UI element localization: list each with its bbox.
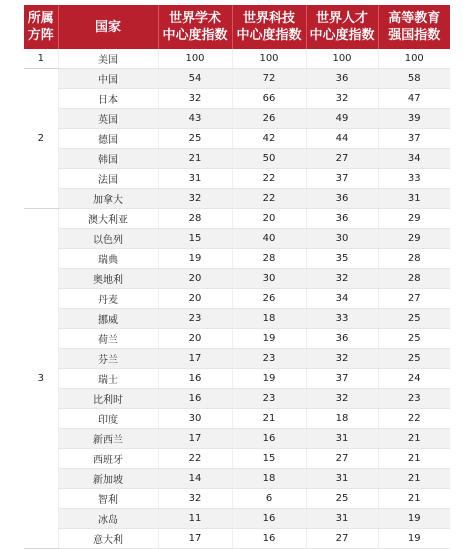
education-index-cell: 29 <box>378 229 450 249</box>
academic-index-cell: 32 <box>158 489 232 509</box>
tech-index-cell: 72 <box>232 69 306 89</box>
tech-index-cell: 20 <box>232 209 306 229</box>
talent-index-cell: 32 <box>306 269 378 289</box>
country-cell: 加拿大 <box>58 189 158 209</box>
academic-index-cell: 100 <box>158 49 232 69</box>
talent-index-cell: 44 <box>306 129 378 149</box>
country-cell: 澳大利亚 <box>58 209 158 229</box>
tech-index-cell: 16 <box>232 529 306 549</box>
tech-index-cell: 15 <box>232 449 306 469</box>
country-cell: 日本 <box>58 89 158 109</box>
talent-index-cell: 31 <box>306 469 378 489</box>
education-index-cell: 21 <box>378 429 450 449</box>
tech-index-cell: 18 <box>232 309 306 329</box>
education-index-cell: 29 <box>378 209 450 229</box>
table-row <box>24 289 450 309</box>
header-talent-index <box>306 5 378 49</box>
academic-index-cell: 54 <box>158 69 232 89</box>
education-index-cell: 33 <box>378 169 450 189</box>
academic-index-cell: 15 <box>158 229 232 249</box>
education-index-cell: 34 <box>378 149 450 169</box>
table-row <box>24 389 450 409</box>
education-index-cell: 25 <box>378 309 450 329</box>
talent-index-cell: 34 <box>306 289 378 309</box>
tech-index-cell: 19 <box>232 369 306 389</box>
header-academic-index <box>158 5 232 49</box>
country-cell: 比利时 <box>58 389 158 409</box>
table-row <box>24 349 450 369</box>
table-row <box>24 49 450 69</box>
talent-index-cell: 30 <box>306 229 378 249</box>
table-row <box>24 109 450 129</box>
header-academic-line2: 中心度指数 <box>162 28 228 43</box>
education-index-cell: 22 <box>378 409 450 429</box>
tech-index-cell: 21 <box>232 409 306 429</box>
tech-index-cell: 26 <box>232 289 306 309</box>
tech-index-cell: 66 <box>232 89 306 109</box>
country-cell: 中国 <box>58 69 158 89</box>
header-region-line2: 方阵 <box>27 28 54 43</box>
country-cell: 英国 <box>58 109 158 129</box>
talent-index-cell: 27 <box>306 449 378 469</box>
table-row <box>24 429 450 449</box>
table-row <box>24 469 450 489</box>
country-cell: 瑞典 <box>58 249 158 269</box>
region-group-cell: 2 <box>24 69 58 209</box>
country-cell: 法国 <box>58 169 158 189</box>
talent-index-cell: 18 <box>306 409 378 429</box>
education-index-cell: 31 <box>378 189 450 209</box>
tech-index-cell: 19 <box>232 329 306 349</box>
table-row <box>24 69 450 89</box>
academic-index-cell: 17 <box>158 529 232 549</box>
country-cell: 智利 <box>58 489 158 509</box>
header-region-line1: 所属 <box>27 11 54 26</box>
country-cell: 芬兰 <box>58 349 158 369</box>
education-index-cell: 37 <box>378 129 450 149</box>
education-index-cell: 58 <box>378 69 450 89</box>
region-group-cell: 1 <box>24 49 58 69</box>
academic-index-cell: 32 <box>158 89 232 109</box>
academic-index-cell: 17 <box>158 429 232 449</box>
talent-index-cell: 36 <box>306 189 378 209</box>
table-row <box>24 369 450 389</box>
talent-index-cell: 32 <box>306 349 378 369</box>
tech-index-cell: 100 <box>232 49 306 69</box>
talent-index-cell: 27 <box>306 149 378 169</box>
academic-index-cell: 22 <box>158 449 232 469</box>
table-row <box>24 189 450 209</box>
education-index-cell: 27 <box>378 289 450 309</box>
academic-index-cell: 23 <box>158 309 232 329</box>
talent-index-cell: 32 <box>306 89 378 109</box>
tech-index-cell: 30 <box>232 269 306 289</box>
talent-index-cell: 33 <box>306 309 378 329</box>
education-index-cell: 21 <box>378 489 450 509</box>
country-cell: 新加坡 <box>58 469 158 489</box>
academic-index-cell: 25 <box>158 129 232 149</box>
header-edu-line2: 强国指数 <box>388 28 441 43</box>
country-cell: 挪威 <box>58 309 158 329</box>
region-group-cell: 3 <box>24 209 58 549</box>
country-cell: 以色列 <box>58 229 158 249</box>
education-index-cell: 25 <box>378 349 450 369</box>
talent-index-cell: 36 <box>306 329 378 349</box>
country-cell: 奥地利 <box>58 269 158 289</box>
header-tech-index <box>232 5 306 49</box>
tech-index-cell: 22 <box>232 189 306 209</box>
education-index-cell: 21 <box>378 469 450 489</box>
table-row <box>24 529 450 549</box>
academic-index-cell: 28 <box>158 209 232 229</box>
education-index-cell: 19 <box>378 529 450 549</box>
table-row <box>24 209 450 229</box>
table-row <box>24 329 450 349</box>
header-tech-line1: 世界科技 <box>242 11 295 26</box>
tech-index-cell: 23 <box>232 349 306 369</box>
table-row <box>24 249 450 269</box>
header-country-label: 国家 <box>94 19 121 35</box>
education-index-cell: 23 <box>378 389 450 409</box>
country-cell: 美国 <box>58 49 158 69</box>
header-education-index <box>378 5 450 49</box>
academic-index-cell: 19 <box>158 249 232 269</box>
education-index-cell: 24 <box>378 369 450 389</box>
table-header <box>24 5 450 49</box>
education-index-cell: 19 <box>378 509 450 529</box>
tech-index-cell: 23 <box>232 389 306 409</box>
academic-index-cell: 31 <box>158 169 232 189</box>
country-cell: 冰岛 <box>58 509 158 529</box>
table-row <box>24 149 450 169</box>
talent-index-cell: 31 <box>306 509 378 529</box>
country-cell: 丹麦 <box>58 289 158 309</box>
table-row <box>24 509 450 529</box>
country-cell: 韩国 <box>58 149 158 169</box>
academic-index-cell: 20 <box>158 289 232 309</box>
talent-index-cell: 37 <box>306 169 378 189</box>
academic-index-cell: 32 <box>158 189 232 209</box>
tech-index-cell: 22 <box>232 169 306 189</box>
country-cell: 西班牙 <box>58 449 158 469</box>
header-tech-line2: 中心度指数 <box>236 28 302 43</box>
academic-index-cell: 11 <box>158 509 232 529</box>
talent-index-cell: 36 <box>306 209 378 229</box>
education-index-cell: 21 <box>378 449 450 469</box>
talent-index-cell: 100 <box>306 49 378 69</box>
talent-index-cell: 49 <box>306 109 378 129</box>
academic-index-cell: 20 <box>158 269 232 289</box>
table-row <box>24 309 450 329</box>
table-row <box>24 89 450 109</box>
education-index-cell: 47 <box>378 89 450 109</box>
academic-index-cell: 21 <box>158 149 232 169</box>
country-cell: 荷兰 <box>58 329 158 349</box>
education-index-cell: 100 <box>378 49 450 69</box>
header-country <box>58 5 158 49</box>
education-index-cell: 28 <box>378 249 450 269</box>
header-talent-line1: 世界人才 <box>315 11 368 26</box>
table-row <box>24 269 450 289</box>
talent-index-cell: 25 <box>306 489 378 509</box>
academic-index-cell: 30 <box>158 409 232 429</box>
table-body <box>24 49 450 549</box>
header-talent-line2: 中心度指数 <box>309 28 375 43</box>
talent-index-cell: 31 <box>306 429 378 449</box>
education-index-cell: 25 <box>378 329 450 349</box>
country-cell: 印度 <box>58 409 158 429</box>
header-region <box>24 5 58 49</box>
tech-index-cell: 26 <box>232 109 306 129</box>
table-row <box>24 449 450 469</box>
talent-index-cell: 36 <box>306 69 378 89</box>
ranking-table-container <box>24 5 450 549</box>
country-cell: 新西兰 <box>58 429 158 449</box>
education-index-cell: 39 <box>378 109 450 129</box>
tech-index-cell: 16 <box>232 509 306 529</box>
academic-index-cell: 20 <box>158 329 232 349</box>
tech-index-cell: 42 <box>232 129 306 149</box>
talent-index-cell: 37 <box>306 369 378 389</box>
header-academic-line1: 世界学术 <box>168 11 221 26</box>
academic-index-cell: 16 <box>158 369 232 389</box>
academic-index-cell: 14 <box>158 469 232 489</box>
talent-index-cell: 27 <box>306 529 378 549</box>
academic-index-cell: 17 <box>158 349 232 369</box>
academic-index-cell: 43 <box>158 109 232 129</box>
header-edu-line1: 高等教育 <box>388 11 441 26</box>
header-row <box>24 5 450 49</box>
tech-index-cell: 16 <box>232 429 306 449</box>
country-cell: 瑞士 <box>58 369 158 389</box>
table-row <box>24 489 450 509</box>
table-row <box>24 229 450 249</box>
tech-index-cell: 6 <box>232 489 306 509</box>
table-row <box>24 409 450 429</box>
table-row <box>24 169 450 189</box>
talent-index-cell: 32 <box>306 389 378 409</box>
tech-index-cell: 18 <box>232 469 306 489</box>
tech-index-cell: 50 <box>232 149 306 169</box>
talent-index-cell: 35 <box>306 249 378 269</box>
ranking-table <box>24 5 450 549</box>
table-row <box>24 129 450 149</box>
education-index-cell: 28 <box>378 269 450 289</box>
country-cell: 意大利 <box>58 529 158 549</box>
tech-index-cell: 28 <box>232 249 306 269</box>
academic-index-cell: 16 <box>158 389 232 409</box>
tech-index-cell: 40 <box>232 229 306 249</box>
country-cell: 德国 <box>58 129 158 149</box>
